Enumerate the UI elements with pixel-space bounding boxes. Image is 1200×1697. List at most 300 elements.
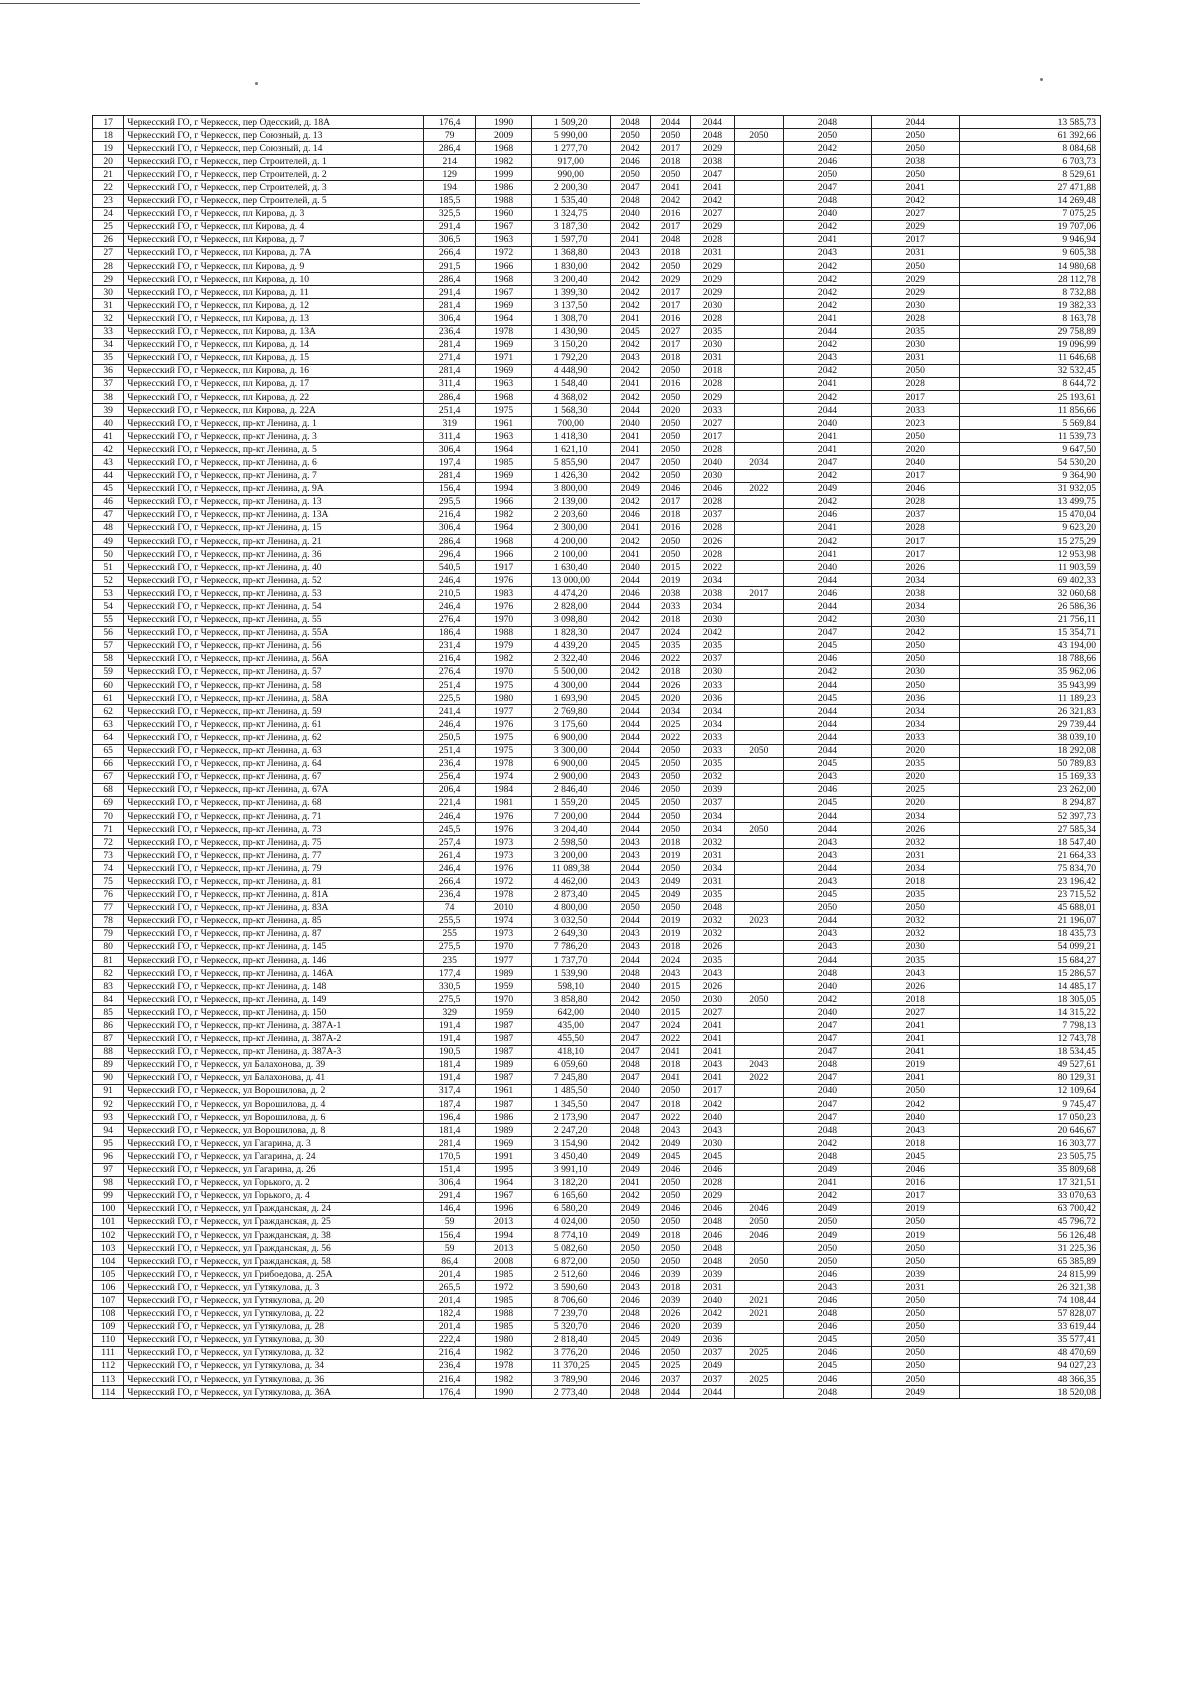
area-cell: 251,4 (423, 744, 475, 757)
year-cell (734, 796, 783, 809)
total-cost-cell: 11 189,23 (959, 692, 1100, 705)
table-row (93, 1189, 1101, 1202)
row-number: 93 (93, 1111, 124, 1124)
area-cell: 170,5 (423, 1150, 475, 1163)
year-cell: 2046 (691, 1202, 734, 1215)
year-cell: 2018 (871, 1137, 959, 1150)
row-number: 52 (93, 574, 124, 587)
year-cell: 2050 (871, 1320, 959, 1333)
year-cell: 2031 (691, 849, 734, 862)
year-cell (734, 508, 783, 521)
total-cost-cell: 26 321,83 (959, 705, 1100, 718)
table-row (93, 705, 1101, 718)
address-cell: Черкесский ГО, г Черкесск, пр-кт Ленина, д. 13А (124, 508, 424, 521)
cost-cell: 700,00 (531, 417, 610, 430)
year-cell: 2048 (610, 1307, 650, 1320)
area-cell: 216,4 (423, 1373, 475, 1386)
cost-cell: 6 900,00 (531, 731, 610, 744)
year-cell (734, 1333, 783, 1346)
year-cell: 2041 (691, 1032, 734, 1045)
year-cell: 2017 (871, 469, 959, 482)
year-cell: 2050 (650, 901, 690, 914)
area-cell: 317,4 (423, 1084, 475, 1097)
year-cell (734, 980, 783, 993)
year-cell: 2046 (610, 1346, 650, 1359)
year-cell (734, 705, 783, 718)
year-cell: 2041 (610, 233, 650, 246)
total-cost-cell: 19 096,99 (959, 338, 1100, 351)
year-cell: 2049 (610, 1202, 650, 1215)
table-row (93, 731, 1101, 744)
year-cell: 2031 (691, 246, 734, 259)
year-cell (734, 1098, 783, 1111)
year-cell: 2045 (784, 796, 872, 809)
year-cell: 2019 (650, 849, 690, 862)
total-cost-cell: 18 292,08 (959, 744, 1100, 757)
year-cell: 2046 (784, 652, 872, 665)
total-cost-cell: 25 193,61 (959, 390, 1100, 403)
row-number: 86 (93, 1019, 124, 1032)
year-cell: 2036 (691, 1333, 734, 1346)
area-cell: 156,4 (423, 482, 475, 495)
area-cell: 281,4 (423, 299, 475, 312)
year-built-cell: 1969 (476, 1137, 531, 1150)
table-row (93, 390, 1101, 403)
area-cell: 79 (423, 129, 475, 142)
area-cell: 276,4 (423, 665, 475, 678)
address-cell: Черкесский ГО, г Черкесск, пр-кт Ленина, д. 85 (124, 914, 424, 927)
table-row (93, 665, 1101, 678)
year-built-cell: 1974 (476, 914, 531, 927)
cost-cell: 3 450,40 (531, 1150, 610, 1163)
total-cost-cell: 43 194,00 (959, 639, 1100, 652)
address-cell: Черкесский ГО, г Черкесск, ул Горького, д. 4 (124, 1189, 424, 1202)
area-cell: 59 (423, 1242, 475, 1255)
table-row (93, 508, 1101, 521)
year-cell: 2048 (784, 1124, 872, 1137)
year-cell: 2040 (610, 417, 650, 430)
year-built-cell: 1980 (476, 692, 531, 705)
year-built-cell: 1994 (476, 1228, 531, 1241)
year-cell: 2047 (784, 1071, 872, 1084)
year-built-cell: 1986 (476, 1111, 531, 1124)
address-cell: Черкесский ГО, г Черкесск, пр-кт Ленина, д. 57 (124, 665, 424, 678)
year-built-cell: 1987 (476, 1071, 531, 1084)
year-cell: 2043 (784, 849, 872, 862)
cost-cell: 418,10 (531, 1045, 610, 1058)
year-cell: 2046 (650, 1202, 690, 1215)
area-cell: 266,4 (423, 875, 475, 888)
area-cell: 311,4 (423, 377, 475, 390)
year-cell: 2027 (650, 325, 690, 338)
year-cell (734, 469, 783, 482)
year-cell: 2018 (871, 993, 959, 1006)
table-row (93, 1124, 1101, 1137)
table-row (93, 116, 1101, 129)
year-cell: 2040 (784, 561, 872, 574)
row-number: 94 (93, 1124, 124, 1137)
year-built-cell: 1970 (476, 665, 531, 678)
total-cost-cell: 54 099,21 (959, 940, 1100, 953)
year-cell: 2046 (734, 1202, 783, 1215)
year-cell: 2046 (784, 1373, 872, 1386)
year-built-cell: 1975 (476, 404, 531, 417)
total-cost-cell: 23 262,00 (959, 783, 1100, 796)
year-cell: 2034 (691, 574, 734, 587)
row-number: 39 (93, 404, 124, 417)
row-number: 96 (93, 1150, 124, 1163)
year-built-cell: 1967 (476, 1189, 531, 1202)
year-cell: 2050 (871, 364, 959, 377)
row-number: 97 (93, 1163, 124, 1176)
year-cell: 2020 (871, 796, 959, 809)
year-cell: 2024 (650, 1019, 690, 1032)
year-cell: 2041 (691, 1071, 734, 1084)
table-row (93, 1084, 1101, 1097)
year-built-cell: 1976 (476, 574, 531, 587)
row-number: 30 (93, 286, 124, 299)
area-cell: 235 (423, 954, 475, 967)
year-cell: 2017 (650, 495, 690, 508)
year-cell: 2040 (610, 207, 650, 220)
year-cell: 2023 (871, 417, 959, 430)
area-cell: 281,4 (423, 1137, 475, 1150)
year-cell: 2035 (871, 888, 959, 901)
area-cell: 231,4 (423, 639, 475, 652)
year-cell (734, 430, 783, 443)
year-cell (734, 718, 783, 731)
year-cell: 2017 (650, 220, 690, 233)
year-cell: 2037 (691, 1346, 734, 1359)
total-cost-cell: 33 070,63 (959, 1189, 1100, 1202)
table-row (93, 129, 1101, 142)
area-cell: 181,4 (423, 1124, 475, 1137)
year-cell: 2050 (610, 1255, 650, 1268)
year-cell: 2044 (784, 823, 872, 836)
cost-cell: 4 368,02 (531, 390, 610, 403)
year-cell (734, 155, 783, 168)
address-cell: Черкесский ГО, г Черкесск, ул Ворошилова, д. 6 (124, 1111, 424, 1124)
total-cost-cell: 24 815,99 (959, 1268, 1100, 1281)
year-cell: 2050 (871, 1346, 959, 1359)
year-cell (734, 1006, 783, 1019)
area-cell: 185,5 (423, 194, 475, 207)
address-cell: Черкесский ГО, г Черкесск, пр-кт Ленина, д. 387А-1 (124, 1019, 424, 1032)
year-cell: 2050 (871, 1333, 959, 1346)
year-cell: 2020 (871, 443, 959, 456)
year-cell: 2026 (871, 561, 959, 574)
area-cell: 206,4 (423, 783, 475, 796)
year-cell: 2050 (610, 901, 650, 914)
year-cell: 2035 (871, 757, 959, 770)
year-cell: 2050 (650, 390, 690, 403)
year-cell (734, 194, 783, 207)
year-built-cell: 2009 (476, 129, 531, 142)
year-cell: 2047 (610, 1032, 650, 1045)
year-built-cell: 1969 (476, 299, 531, 312)
year-cell: 2041 (784, 443, 872, 456)
area-cell: 176,4 (423, 1386, 475, 1399)
year-cell: 2029 (650, 273, 690, 286)
year-built-cell: 1963 (476, 233, 531, 246)
year-cell: 2040 (691, 1294, 734, 1307)
year-cell: 2044 (784, 731, 872, 744)
year-cell (734, 338, 783, 351)
year-cell: 2050 (650, 1215, 690, 1228)
year-cell: 2017 (871, 535, 959, 548)
total-cost-cell: 8 163,78 (959, 312, 1100, 325)
year-cell: 2020 (650, 1320, 690, 1333)
year-cell: 2031 (871, 849, 959, 862)
year-cell: 2046 (691, 482, 734, 495)
year-cell: 2029 (691, 142, 734, 155)
year-cell: 2046 (610, 587, 650, 600)
year-cell: 2045 (610, 639, 650, 652)
year-cell: 2042 (784, 390, 872, 403)
address-cell: Черкесский ГО, г Черкесск, пл Кирова, д. 7 (124, 233, 424, 246)
year-cell: 2043 (610, 770, 650, 783)
total-cost-cell: 9 946,94 (959, 233, 1100, 246)
year-cell: 2050 (871, 1255, 959, 1268)
year-cell: 2048 (691, 129, 734, 142)
year-cell (734, 875, 783, 888)
year-cell: 2040 (784, 207, 872, 220)
year-cell (734, 901, 783, 914)
year-cell: 2015 (650, 1006, 690, 1019)
year-cell: 2027 (691, 207, 734, 220)
year-cell (734, 1032, 783, 1045)
row-number: 56 (93, 626, 124, 639)
year-cell: 2029 (691, 220, 734, 233)
year-cell: 2045 (610, 757, 650, 770)
year-cell: 2026 (871, 980, 959, 993)
total-cost-cell: 8 732,88 (959, 286, 1100, 299)
year-cell: 2030 (691, 299, 734, 312)
row-number: 31 (93, 299, 124, 312)
year-cell: 2050 (650, 1255, 690, 1268)
year-cell: 2026 (691, 535, 734, 548)
year-built-cell: 1982 (476, 1373, 531, 1386)
table-row (93, 548, 1101, 561)
year-cell: 2045 (610, 692, 650, 705)
year-cell: 2034 (871, 718, 959, 731)
year-cell: 2042 (610, 364, 650, 377)
total-cost-cell: 15 354,71 (959, 626, 1100, 639)
year-built-cell: 1970 (476, 993, 531, 1006)
year-cell (734, 312, 783, 325)
scan-speck (1040, 78, 1043, 81)
total-cost-cell: 5 569,84 (959, 417, 1100, 430)
year-cell: 2047 (784, 1045, 872, 1058)
year-built-cell: 1994 (476, 482, 531, 495)
address-cell: Черкесский ГО, г Черкесск, пер Строителей, д. 1 (124, 155, 424, 168)
row-number: 83 (93, 980, 124, 993)
total-cost-cell: 28 112,78 (959, 273, 1100, 286)
cost-cell: 3 991,10 (531, 1163, 610, 1176)
year-cell: 2050 (734, 129, 783, 142)
row-number: 61 (93, 692, 124, 705)
row-number: 28 (93, 260, 124, 273)
year-cell (734, 495, 783, 508)
year-built-cell: 1987 (476, 1019, 531, 1032)
row-number: 45 (93, 482, 124, 495)
year-cell: 2047 (610, 456, 650, 469)
address-cell: Черкесский ГО, г Черкесск, пер Союзный, д. 13 (124, 129, 424, 142)
year-cell: 2039 (691, 783, 734, 796)
area-cell: 221,4 (423, 796, 475, 809)
cost-cell: 3 776,20 (531, 1346, 610, 1359)
row-number: 66 (93, 757, 124, 770)
row-number: 41 (93, 430, 124, 443)
year-cell (734, 836, 783, 849)
address-cell: Черкесский ГО, г Черкесск, пер Строителей, д. 3 (124, 181, 424, 194)
year-cell: 2042 (784, 495, 872, 508)
table-row (93, 1019, 1101, 1032)
year-cell: 2017 (871, 1189, 959, 1202)
year-cell: 2030 (871, 940, 959, 953)
year-cell: 2045 (610, 325, 650, 338)
address-cell: Черкесский ГО, г Черкесск, пр-кт Ленина, д. 150 (124, 1006, 424, 1019)
year-cell: 2042 (610, 273, 650, 286)
year-cell: 2048 (610, 1124, 650, 1137)
year-cell (734, 1084, 783, 1097)
row-number: 112 (93, 1359, 124, 1372)
table-row (93, 482, 1101, 495)
year-cell (734, 1019, 783, 1032)
area-cell: 74 (423, 901, 475, 914)
year-cell: 2028 (871, 521, 959, 534)
table-row (93, 364, 1101, 377)
total-cost-cell: 35 943,99 (959, 679, 1100, 692)
address-cell: Черкесский ГО, г Черкесск, ул Ворошилова, д. 2 (124, 1084, 424, 1097)
row-number: 113 (93, 1373, 124, 1386)
year-cell (734, 325, 783, 338)
year-cell: 2050 (650, 993, 690, 1006)
year-cell (734, 639, 783, 652)
cost-cell: 8 706,60 (531, 1294, 610, 1307)
year-built-cell: 1990 (476, 1386, 531, 1399)
cost-cell: 642,00 (531, 1006, 610, 1019)
cost-cell: 2 512,60 (531, 1268, 610, 1281)
year-cell: 2044 (784, 325, 872, 338)
year-cell: 2045 (784, 757, 872, 770)
year-cell: 2043 (784, 875, 872, 888)
year-cell: 2050 (784, 901, 872, 914)
table-row (93, 469, 1101, 482)
total-cost-cell: 57 828,07 (959, 1307, 1100, 1320)
table-row (93, 980, 1101, 993)
year-cell: 2050 (784, 129, 872, 142)
year-cell: 2041 (871, 1019, 959, 1032)
year-cell: 2028 (871, 495, 959, 508)
row-number: 69 (93, 796, 124, 809)
year-cell: 2030 (691, 469, 734, 482)
year-cell: 2042 (871, 1098, 959, 1111)
area-cell: 291,4 (423, 1189, 475, 1202)
address-cell: Черкесский ГО, г Черкесск, ул Гражданская, д. 25 (124, 1215, 424, 1228)
year-cell: 2046 (784, 1346, 872, 1359)
year-cell: 2045 (784, 1333, 872, 1346)
year-cell: 2042 (691, 626, 734, 639)
year-cell: 2039 (691, 1268, 734, 1281)
year-cell: 2042 (610, 338, 650, 351)
cost-cell: 2 200,30 (531, 181, 610, 194)
cost-cell: 1 430,90 (531, 325, 610, 338)
year-cell: 2023 (734, 914, 783, 927)
year-cell: 2028 (871, 377, 959, 390)
year-built-cell: 1968 (476, 390, 531, 403)
row-number: 91 (93, 1084, 124, 1097)
year-cell: 2046 (784, 1294, 872, 1307)
year-cell: 2028 (691, 233, 734, 246)
row-number: 65 (93, 744, 124, 757)
cost-cell: 3 154,90 (531, 1137, 610, 1150)
year-cell: 2046 (784, 587, 872, 600)
row-number: 78 (93, 914, 124, 927)
year-cell (734, 521, 783, 534)
total-cost-cell: 69 402,33 (959, 574, 1100, 587)
year-cell: 2044 (610, 600, 650, 613)
year-cell: 2042 (610, 299, 650, 312)
row-number: 76 (93, 888, 124, 901)
table-row (93, 168, 1101, 181)
year-cell: 2031 (871, 246, 959, 259)
year-built-cell: 1976 (476, 809, 531, 822)
table-row (93, 338, 1101, 351)
year-cell (734, 116, 783, 129)
year-cell: 2042 (784, 286, 872, 299)
year-cell: 2044 (610, 731, 650, 744)
year-cell: 2048 (610, 1386, 650, 1399)
table-row (93, 652, 1101, 665)
year-cell: 2043 (784, 927, 872, 940)
year-cell (734, 888, 783, 901)
year-cell (734, 548, 783, 561)
year-cell: 2050 (871, 901, 959, 914)
year-cell: 2041 (650, 1071, 690, 1084)
row-number: 80 (93, 940, 124, 953)
year-cell: 2042 (691, 194, 734, 207)
page-top-rule (0, 3, 640, 4)
row-number: 73 (93, 849, 124, 862)
row-number: 108 (93, 1307, 124, 1320)
cost-cell: 5 082,60 (531, 1242, 610, 1255)
address-cell: Черкесский ГО, г Черкесск, пл Кирова, д. 13 (124, 312, 424, 325)
cost-cell: 3 300,00 (531, 744, 610, 757)
total-cost-cell: 35 809,68 (959, 1163, 1100, 1176)
total-cost-cell: 9 745,47 (959, 1098, 1100, 1111)
area-cell: 255,5 (423, 914, 475, 927)
table-row (93, 1006, 1101, 1019)
total-cost-cell: 26 321,38 (959, 1281, 1100, 1294)
area-cell: 319 (423, 417, 475, 430)
address-cell: Черкесский ГО, г Черкесск, пр-кт Ленина, д. 148 (124, 980, 424, 993)
year-cell: 2050 (784, 168, 872, 181)
year-cell: 2035 (691, 757, 734, 770)
row-number: 84 (93, 993, 124, 1006)
year-cell: 2037 (691, 796, 734, 809)
year-cell: 2019 (650, 927, 690, 940)
year-cell: 2049 (610, 1163, 650, 1176)
table-row (93, 1228, 1101, 1241)
year-cell: 2038 (691, 587, 734, 600)
year-cell: 2042 (784, 220, 872, 233)
year-cell: 2041 (784, 233, 872, 246)
address-cell: Черкесский ГО, г Черкесск, пр-кт Ленина, д. 58А (124, 692, 424, 705)
year-cell: 2043 (784, 940, 872, 953)
year-cell: 2050 (610, 1215, 650, 1228)
year-cell: 2047 (784, 456, 872, 469)
